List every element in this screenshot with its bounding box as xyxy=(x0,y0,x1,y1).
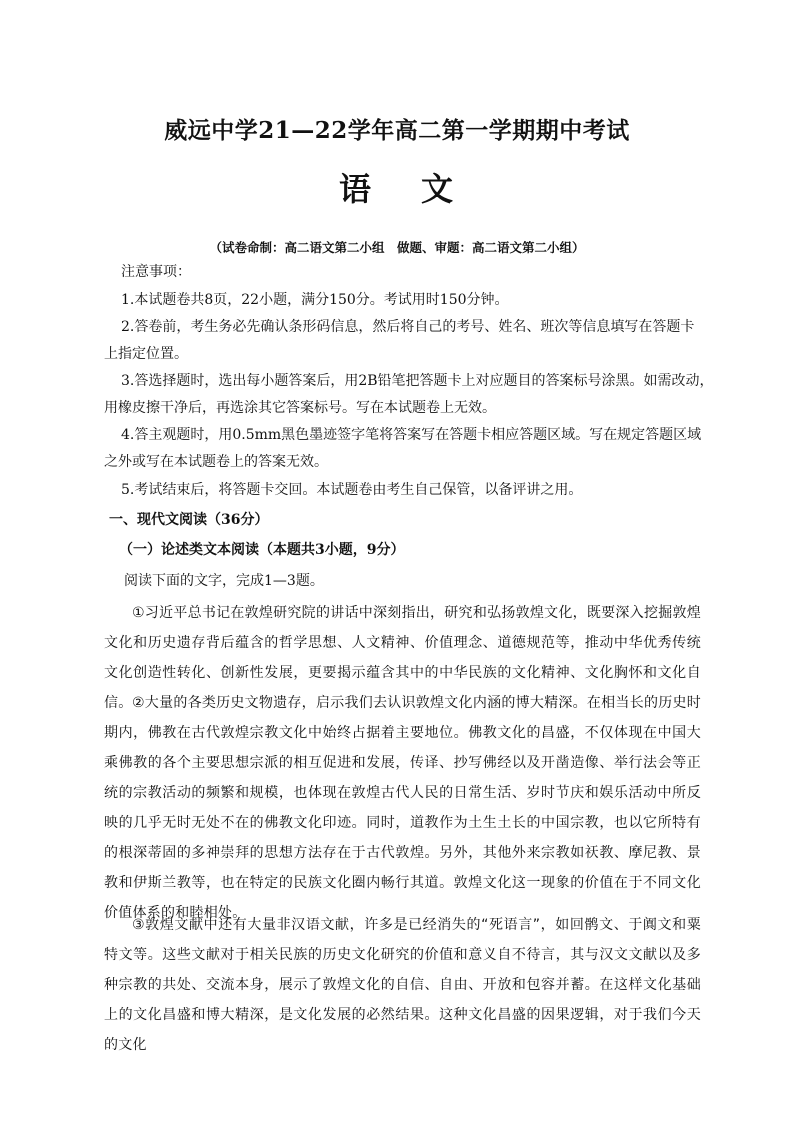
notice-heading: 注意事项： xyxy=(121,264,191,280)
subject-title xyxy=(0,164,794,210)
passage-paragraph-1: ①习近平总书记在敦煌研究院的讲话中深刻指出，研究和弘扬敦煌文化，既要深入挖掘敦煌文化和历史遗存背后蕴含的哲学思想、人文精神、价值理念、道德规范等，推动中华优秀传统文化创造性转化、创新性发展，更要揭示蕴含其中的中华民族的文化精神、文化胸怀和文化自信。 xyxy=(104,605,701,711)
passage-paragraph-3: ③敦煌文献中还有大量非汉语文献，许多是已经消失的“死语言”，如回鹘文、于阗文和粟特文等。这些文献对于相关民族的历史文化研究的价值和意义自不待言，其与汉文文献以及多种宗教的共处、交流本身，展示了敦煌文化的自信、自由、开放和包容并蓄。在这样文化基础上的文化昌盛和博大精深，是文化发展的必然结果。这种文化昌盛的因果逻辑，对于我们今天的文化 xyxy=(104,917,701,1053)
notice-item-4-line-1: 4.答主观题时，用0.5mm黑色墨迹签字笔将答案写在答题卡相应答题区域。写在规定答题区域 xyxy=(121,427,702,443)
exam-credits: （试卷命制：高二语文第二小组 做题、审题：高二语文第二小组） xyxy=(209,240,585,255)
notice-item-1: 1.本试题卷共8页，22小题，满分150分。考试用时150分钟。 xyxy=(121,292,509,308)
subject-char-2: 文 xyxy=(421,170,456,208)
subsection-heading: （一）论述类文本阅读（本题共3小题，9分） xyxy=(119,542,405,558)
reading-instruction: 阅读下面的文字，完成1—3题。 xyxy=(124,573,324,589)
notice-item-3-line-2: 用橡皮擦干净后，再选涂其它答案标号。写在本试题卷上无效。 xyxy=(104,400,496,416)
notice-item-2-line-2: 上指定位置。 xyxy=(104,346,188,362)
notice-item-3-line-1: 3.答选择题时，选出每小题答案后，用2B铅笔把答题卡上对应题目的答案标号涂黑。如需改动， xyxy=(121,373,714,389)
section-heading: 一、现代文阅读（36分） xyxy=(109,512,269,528)
notice-item-2-line-1: 2.答卷前，考生务必先确认条形码信息，然后将自己的考号、姓名、班次等信息填写在答题卡 xyxy=(121,319,695,335)
notice-item-4-line-2: 之外或写在本试题卷上的答案无效。 xyxy=(104,454,328,470)
subject-char-1: 语 xyxy=(338,170,373,208)
notice-item-5: 5.考试结束后，将答题卡交回。本试题卷由考生自己保管，以备评讲之用。 xyxy=(121,482,583,498)
passage-paragraph-2: ②大量的各类历史文物遗存，启示我们去认识敦煌文化内涵的博大精深。在相当长的历史时期内，佛教在古代敦煌宗教文化中始终占据着主要地位。佛教文化的昌盛，不仅体现在中国大乘佛教的各个主要思想宗派的相互促进和发展，传译、抄写佛经以及开凿造像、举行法会等正统的宗教活动的频繁和规模，也体现在敦煌古代人民的日常生活、岁时节庆和娱乐活动中所反映的几乎无时无处不在的佛教文化印迹。同时，道教作为土生土长的中国宗教，也以它所特有的根深蒂固的多神崇拜的思想方法存在于古代敦煌。另外，其他外来宗教如祆教、摩尼教、景教和伊斯兰教等，也在特定的民族文化圈内畅行其道。敦煌文化这一现象的价值在于不同文化价值体系的和睦相处。 xyxy=(104,695,701,921)
exam-title: 威远中学21—22学年高二第一学期期中考试 xyxy=(164,117,630,144)
